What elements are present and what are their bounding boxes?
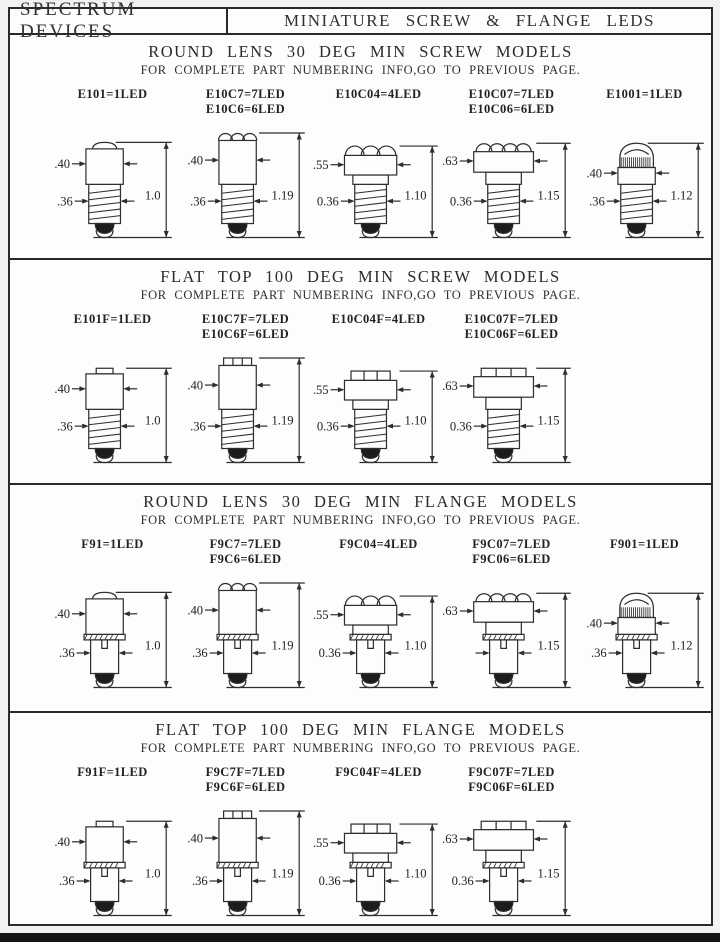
lamp-diagram xyxy=(309,569,449,709)
lamp-cell xyxy=(179,85,312,259)
svg-text:1.10: 1.10 xyxy=(404,638,427,653)
svg-text:.36: .36 xyxy=(590,646,607,661)
svg-text:1.10: 1.10 xyxy=(404,188,427,203)
document-title-area xyxy=(228,9,711,33)
svg-text:.55: .55 xyxy=(312,835,329,850)
part-number: F9C04F=4LED xyxy=(335,765,422,779)
part-number: F9C7F=7LED xyxy=(205,765,286,779)
part-number: F91=1LED xyxy=(81,537,144,551)
svg-text:.40: .40 xyxy=(585,166,602,181)
svg-text:1.0: 1.0 xyxy=(144,638,161,653)
section-subtitle: FOR COMPLETE PART NUMBERING INFO,GO TO PREVIOUS PAGE. xyxy=(140,288,581,302)
section-title: ROUND LENS 30 DEG MIN FLANGE MODELS xyxy=(143,492,578,511)
svg-text:1.15: 1.15 xyxy=(537,188,560,203)
svg-text:.55: .55 xyxy=(312,157,329,172)
part-numbers xyxy=(78,87,148,119)
part-number: F9C7=7LED xyxy=(209,537,282,551)
part-number: F9C6F=6LED xyxy=(205,780,286,794)
part-numbers xyxy=(606,87,682,119)
part-number: E10C6F=6LED xyxy=(201,327,290,341)
section-title: FLAT TOP 100 DEG MIN FLANGE MODELS xyxy=(155,720,566,739)
svg-text:1.15: 1.15 xyxy=(537,413,560,428)
svg-text:.36: .36 xyxy=(588,194,605,209)
lamp-cell xyxy=(578,535,711,709)
part-number: E10C04=4LED xyxy=(335,87,422,101)
svg-text:.36: .36 xyxy=(56,419,73,434)
part-number: E1001=1LED xyxy=(606,87,683,101)
lamp-row xyxy=(46,535,711,709)
svg-text:0.36: 0.36 xyxy=(318,874,341,889)
part-number: E10C06=6LED xyxy=(468,102,555,116)
brand-box xyxy=(10,0,228,42)
svg-text:.40: .40 xyxy=(53,382,70,396)
lamp-row xyxy=(46,310,711,484)
part-number: E10C7=7LED xyxy=(205,87,286,101)
part-number: E10C07=7LED xyxy=(468,87,555,101)
lamp-diagram xyxy=(43,569,183,709)
lamp-cell xyxy=(179,535,312,709)
svg-text:.63: .63 xyxy=(441,154,458,169)
lamp-diagram xyxy=(176,797,316,930)
part-numbers xyxy=(469,87,555,119)
part-numbers xyxy=(332,312,426,344)
lamp-cell xyxy=(312,535,445,709)
lamp-cell xyxy=(312,310,445,484)
svg-text:1.15: 1.15 xyxy=(537,866,560,881)
section-2 xyxy=(10,260,711,485)
svg-text:.40: .40 xyxy=(585,616,602,631)
svg-text:.40: .40 xyxy=(186,153,203,168)
part-number: F901=1LED xyxy=(609,537,680,551)
lamp-cell xyxy=(441,85,578,259)
part-numbers xyxy=(210,537,282,569)
lamp-cell xyxy=(441,763,578,930)
svg-text:.40: .40 xyxy=(53,607,70,621)
lamp-cell xyxy=(578,85,711,259)
part-number: E10C6=6LED xyxy=(205,102,286,116)
svg-text:1.10: 1.10 xyxy=(404,413,427,428)
svg-text:.40: .40 xyxy=(186,378,203,393)
lamp-diagram xyxy=(309,119,449,259)
lamp-cell xyxy=(441,310,578,484)
part-number: F91F=1LED xyxy=(77,765,148,779)
part-numbers xyxy=(77,765,147,797)
part-numbers xyxy=(206,765,286,797)
svg-text:1.19: 1.19 xyxy=(271,413,294,428)
part-numbers xyxy=(472,537,551,569)
part-number: E10C07F=7LED xyxy=(464,312,559,326)
page-frame xyxy=(8,0,713,926)
part-number: E10C06F=6LED xyxy=(464,327,559,341)
scan-edge-bar xyxy=(0,933,720,942)
lamp-cell xyxy=(179,310,312,484)
svg-text:0.36: 0.36 xyxy=(316,194,339,209)
lamp-diagram xyxy=(43,119,183,259)
svg-text:0.36: 0.36 xyxy=(451,874,474,889)
svg-text:.36: .36 xyxy=(189,419,206,434)
part-number: F9C07=7LED xyxy=(472,537,551,551)
svg-text:.40: .40 xyxy=(53,835,70,849)
section-4 xyxy=(10,713,711,930)
svg-text:1.0: 1.0 xyxy=(144,188,161,203)
svg-text:1.19: 1.19 xyxy=(271,188,294,203)
part-numbers xyxy=(465,312,559,344)
lamp-cell xyxy=(46,535,179,709)
svg-text:0.36: 0.36 xyxy=(449,194,472,209)
part-number: F9C06F=6LED xyxy=(468,780,555,794)
svg-text:.40: .40 xyxy=(186,831,203,846)
section-subtitle: FOR COMPLETE PART NUMBERING INFO,GO TO PREVIOUS PAGE. xyxy=(140,63,581,77)
svg-text:1.12: 1.12 xyxy=(670,188,693,203)
lamp-cell xyxy=(46,85,179,259)
svg-text:.63: .63 xyxy=(441,832,458,847)
svg-text:1.0: 1.0 xyxy=(144,413,161,428)
svg-text:0.36: 0.36 xyxy=(449,419,472,434)
lamp-diagram xyxy=(442,797,582,930)
lamp-cell xyxy=(312,85,445,259)
lamp-cell xyxy=(46,310,179,484)
part-number: E101=1LED xyxy=(77,87,148,101)
part-numbers xyxy=(81,537,143,569)
lamp-diagram xyxy=(176,569,316,709)
svg-text:1.15: 1.15 xyxy=(537,638,560,653)
lamp-diagram xyxy=(442,569,582,709)
part-number: F9C6=6LED xyxy=(209,552,282,566)
svg-text:1.19: 1.19 xyxy=(271,866,294,881)
title-block xyxy=(10,0,711,42)
section-title: FLAT TOP 100 DEG MIN SCREW MODELS xyxy=(160,267,561,286)
svg-text:.36: .36 xyxy=(189,194,206,209)
lamp-cell xyxy=(46,763,179,930)
lamp-diagram xyxy=(442,119,582,259)
lamp-cell xyxy=(578,763,711,930)
svg-text:.40: .40 xyxy=(186,603,203,618)
svg-text:.36: .36 xyxy=(56,194,73,209)
svg-text:1.19: 1.19 xyxy=(271,638,294,653)
document-title: MINIATURE SCREW & FLANGE LEDS xyxy=(283,11,656,30)
section-1 xyxy=(10,35,711,260)
svg-text:.36: .36 xyxy=(191,874,208,889)
part-numbers xyxy=(335,765,422,797)
part-numbers xyxy=(610,537,679,569)
lamp-row xyxy=(46,763,711,930)
svg-text:.36: .36 xyxy=(191,646,208,661)
svg-text:1.10: 1.10 xyxy=(404,866,427,881)
section-title: ROUND LENS 30 DEG MIN SCREW MODELS xyxy=(148,42,573,61)
lamp-diagram xyxy=(309,797,449,930)
brand-name: SPECTRUM DEVICES xyxy=(20,0,137,42)
svg-text:.36: .36 xyxy=(58,646,75,661)
part-numbers xyxy=(202,312,289,344)
lamp-diagram xyxy=(43,797,183,930)
part-numbers xyxy=(74,312,152,344)
part-numbers xyxy=(339,537,418,569)
svg-text:.55: .55 xyxy=(312,382,329,397)
lamp-diagram xyxy=(309,344,449,484)
svg-text:.40: .40 xyxy=(53,157,70,171)
svg-text:0.36: 0.36 xyxy=(318,646,341,661)
sections-container xyxy=(10,35,711,930)
part-number: F9C04=4LED xyxy=(339,537,418,551)
svg-text:.55: .55 xyxy=(312,607,329,622)
lamp-row xyxy=(46,85,711,259)
part-number: E10C7F=7LED xyxy=(201,312,290,326)
svg-text:0.36: 0.36 xyxy=(316,419,339,434)
part-number: E101F=1LED xyxy=(73,312,152,326)
lamp-diagram xyxy=(43,344,183,484)
svg-text:1.12: 1.12 xyxy=(670,638,693,653)
svg-text:.63: .63 xyxy=(441,604,458,619)
svg-text:.63: .63 xyxy=(441,379,458,394)
lamp-cell xyxy=(578,310,711,484)
lamp-cell xyxy=(441,535,578,709)
lamp-diagram xyxy=(176,344,316,484)
svg-text:.36: .36 xyxy=(58,874,75,889)
part-number: F9C06=6LED xyxy=(472,552,551,566)
lamp-diagram xyxy=(575,569,712,709)
lamp-cell xyxy=(179,763,312,930)
part-numbers xyxy=(336,87,422,119)
section-3 xyxy=(10,485,711,713)
lamp-diagram xyxy=(442,344,582,484)
svg-text:1.0: 1.0 xyxy=(144,866,161,881)
lamp-diagram xyxy=(176,119,316,259)
part-numbers xyxy=(206,87,285,119)
part-number: E10C04F=4LED xyxy=(331,312,426,326)
part-number: F9C07F=7LED xyxy=(468,765,555,779)
lamp-diagram xyxy=(575,119,712,259)
part-numbers xyxy=(468,765,555,797)
section-subtitle: FOR COMPLETE PART NUMBERING INFO,GO TO PREVIOUS PAGE. xyxy=(140,513,581,527)
section-subtitle: FOR COMPLETE PART NUMBERING INFO,GO TO PREVIOUS PAGE. xyxy=(140,741,581,755)
lamp-cell xyxy=(312,763,445,930)
